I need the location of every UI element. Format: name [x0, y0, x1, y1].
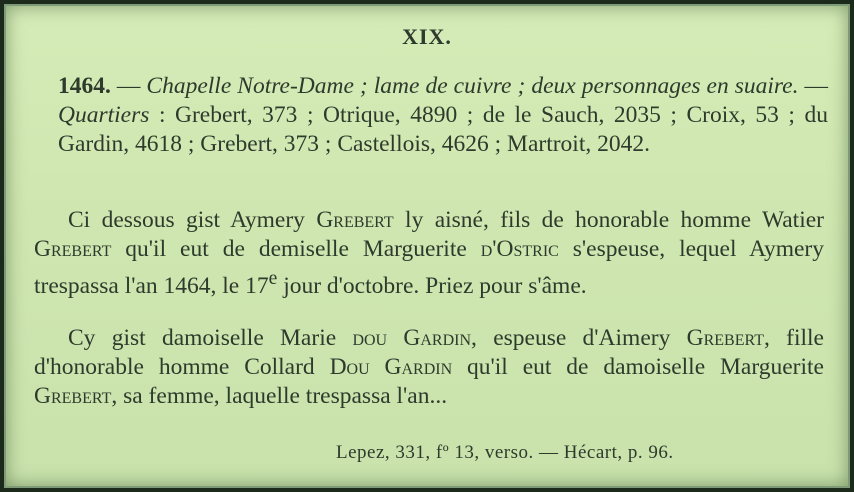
- entry-location: Chapelle Notre-Dame ; lame de cuivre ; deux personnages en suaire.: [146, 73, 799, 99]
- p1-text-2: ly aisné, fils de honorable homme Watier: [393, 207, 824, 233]
- p1-text-1: Ci dessous gist Aymery: [68, 207, 317, 233]
- p1-name-1: Grebert: [316, 207, 394, 233]
- p2-text-4: qu'il eut de damoiselle Marguerite: [452, 354, 824, 380]
- epitaph-paragraph-2: [34, 324, 824, 411]
- p1-text-4: s'espeuse, lequel Aymery trespassa l'an 1464, le 17: [34, 236, 824, 299]
- source-citation: Lepez, 331, fº 13, verso. — Hécart, p. 96.: [336, 442, 674, 463]
- p2-name-4: Grebert: [34, 383, 112, 409]
- quartiers-text: : Grebert, 373 ; Otrique, 4890 ; de le Sauch, 2035 ; Croix, 53 ; du Gardin, 4618 ; Grebert, 373 ; Castellois, 4626 ; Martroit, 2042.: [58, 102, 828, 157]
- quartiers-label: Quartiers: [58, 102, 150, 128]
- p1-text-5: jour d'octobre. Priez pour s'âme.: [277, 272, 587, 299]
- p1-name-3: d'Ostric: [480, 236, 559, 262]
- document-page: [6, 6, 848, 486]
- p2-name-1: dou Gardin: [352, 325, 472, 351]
- entry-dash-1: —: [110, 73, 147, 99]
- p2-text-5: , sa femme, laquelle trespassa l'an...: [111, 383, 448, 409]
- p2-text-3: , fille d'honorable homme Collard: [34, 325, 824, 380]
- entry-year: 1464.: [58, 73, 111, 99]
- p1-superscript: e: [268, 268, 278, 289]
- p1-text-3: qu'il eut de demiselle Marguerite: [111, 236, 481, 262]
- entry-dash-2: —: [798, 73, 829, 99]
- epitaph-paragraph-1: [34, 206, 824, 301]
- p2-name-2: Grebert: [686, 325, 764, 351]
- entry-header: [58, 72, 828, 159]
- p1-name-2: Grebert: [34, 236, 112, 262]
- p2-text-2: , espeuse d'Aimery: [471, 325, 687, 351]
- p2-text-1: Cy gist damoiselle Marie: [68, 325, 353, 351]
- section-heading: XIX.: [402, 24, 452, 49]
- p2-name-3: Dou Gardin: [329, 354, 453, 380]
